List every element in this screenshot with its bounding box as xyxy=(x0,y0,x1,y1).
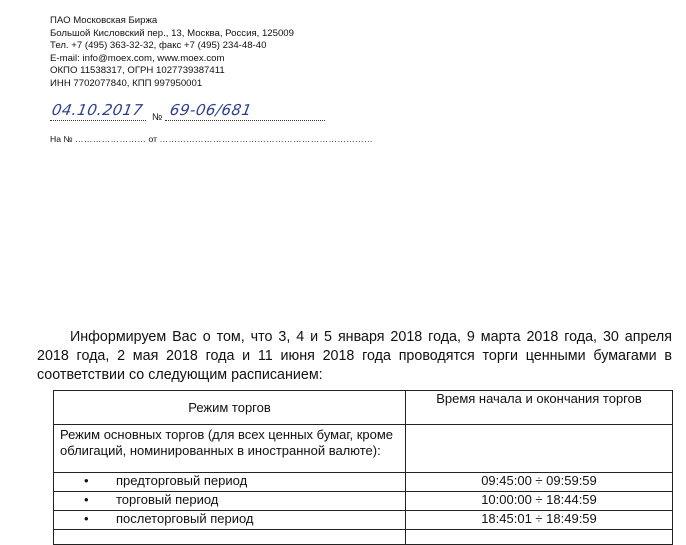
registration-line xyxy=(50,100,330,124)
reference-from-dots: ……………………………………………………………… xyxy=(159,134,373,144)
body-paragraph-text: Информируем Вас о том, что 3, 4 и 5 января 2018 года, 9 марта 2018 года, 30 апреля 2018 года, 2 мая 2018 года и 11 июня 2018 года проводятся торги ценными бумагами в соответствии со следующим расписанием: xyxy=(37,329,672,383)
time-cell: 10:00:00 ÷ 18:44:59 xyxy=(406,492,673,511)
section-time-empty xyxy=(406,425,673,473)
reference-from-label: от xyxy=(148,134,158,144)
date-dotline xyxy=(50,120,146,121)
table-section-row xyxy=(54,425,673,473)
reference-on-label: На № xyxy=(50,134,73,144)
bullet-icon: • xyxy=(84,473,89,488)
number-sign: № xyxy=(152,112,163,123)
header-mode: Режим торгов xyxy=(54,391,406,425)
company-name: ПАО Московская Биржа xyxy=(50,15,158,26)
section-label: Режим основных торгов (для всех ценных бумаг, кроме облигаций, номинированных в иностранной валюте): xyxy=(54,425,406,473)
reference-line xyxy=(50,134,373,144)
mode-label: торговый период xyxy=(116,492,219,507)
partial-cell xyxy=(54,530,406,545)
company-email: E-mail: info@moex.com, www.moex.com xyxy=(50,52,225,64)
mode-cell xyxy=(54,473,406,492)
company-phone: Тел. +7 (495) 363-32-32, факс +7 (495) 234-48-40 xyxy=(50,40,267,52)
table-row xyxy=(54,473,673,492)
company-okpo-ogrn: ОКПО 11538317, ОГРН 1027739387411 xyxy=(50,65,225,77)
handwritten-number: 69-06/681 xyxy=(168,101,254,119)
time-cell: 09:45:00 ÷ 09:59:59 xyxy=(406,473,673,492)
table-row xyxy=(54,511,673,530)
body-paragraph xyxy=(37,328,672,384)
table-row-partial xyxy=(54,530,673,545)
letterhead xyxy=(50,15,294,91)
mode-cell xyxy=(54,511,406,530)
handwritten-date: 04.10.2017 xyxy=(50,101,145,119)
reference-on-dots: …………………… xyxy=(74,134,147,144)
company-address: Большой Кисловский пер., 13, Москва, Россия, 125009 xyxy=(50,27,294,39)
trading-schedule-table xyxy=(53,390,673,545)
mode-cell xyxy=(54,492,406,511)
table-row xyxy=(54,492,673,511)
partial-cell xyxy=(406,530,673,545)
bullet-icon: • xyxy=(84,511,89,526)
mode-label: послеторговый период xyxy=(116,511,254,526)
header-time: Время начала и окончания торгов xyxy=(406,391,673,425)
bullet-icon: • xyxy=(84,492,89,507)
number-dotline xyxy=(165,120,325,121)
table-header-row xyxy=(54,391,673,425)
company-inn-kpp: ИНН 7702077840, КПП 997950001 xyxy=(50,77,203,89)
time-cell: 18:45:01 ÷ 18:49:59 xyxy=(406,511,673,530)
mode-label: предторговый период xyxy=(116,473,248,488)
